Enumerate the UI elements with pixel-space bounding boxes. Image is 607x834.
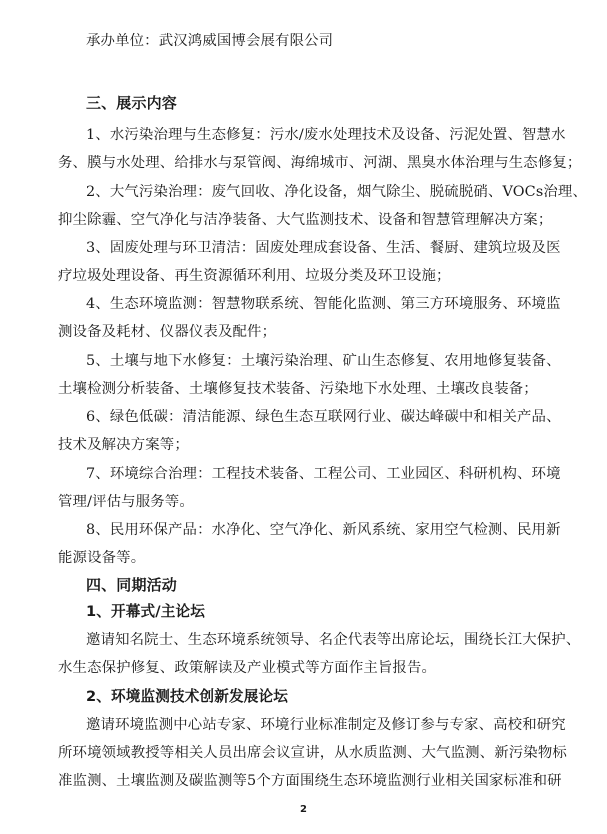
sub2-line2: 所环境领域教授等相关人员出席会议宣讲，从水质监测、大气监测、新污染物标 [58,745,567,761]
item1-line2: 务、膜与水处理、给排水与泵管阀、海绵城市、河湖、黑臭水体治理与生态修复； [58,155,582,171]
sub2-line1: 邀请环境监测中心站专家、环境行业标准制定及修订参与专家、高校和研究 [86,717,566,733]
section3-heading: 三、展示内容 [86,94,177,112]
page-number: 2 [300,804,307,815]
item3-line1: 3、固废处理与环卫清洁：固废处理成套设备、生活、餐厨、建筑垃圾及医 [86,240,561,256]
item2-line1: 2、大气污染治理：废气回收、净化设备，烟气除尘、脱硫脱硝、VOCs治理、 [86,184,588,200]
item8-line1: 8、民用环保产品：水净化、空气净化、新风系统、家用空气检测、民用新 [86,522,561,538]
item2-line2: 抑尘除霾、空气净化与洁净装备、大气监测技术、设备和智慧管理解决方案； [58,212,553,228]
sub2-title: 2、环境监测技术创新发展论坛 [86,688,288,705]
sub1-title: 1、开幕式/主论坛 [86,603,205,620]
item6-line1: 6、绿色低碳：清洁能源、绿色生态互联网行业、碳达峰碳中和相关产品、 [86,409,561,425]
item5-line1: 5、土壤与地下水修复：土壤污染治理、矿山生态修复、农用地修复装备、 [86,353,561,369]
item3-line2: 疗垃圾处理设备、再生资源循环利用、垃圾分类及环卫设施； [58,268,451,284]
item1-line1: 1、水污染治理与生态修复：污水/废水处理技术及设备、污泥处置、智慧水 [86,127,566,143]
sub1-line1: 邀请知名院士、生态环境系统领导、名企代表等出席论坛，围绕长江大保护、 [86,632,581,648]
sub1-line2: 水生态保护修复、政策解读及产业模式等方面作主旨报告。 [58,660,437,676]
item5-line2: 土壤检测分析装备、土壤修复技术装备、污染地下水处理、土壤改良装备； [58,381,538,397]
item4-line2: 测设备及耗材、仪器仪表及配件； [58,324,277,340]
item7-line2: 管理/评估与服务等。 [58,494,194,510]
organizer-line: 承办单位：武汉鸿威国博会展有限公司 [86,33,334,49]
item7-line1: 7、环境综合治理：工程技术装备、工程公司、工业园区、科研机构、环境 [86,466,561,482]
item8-line2: 能源设备等。 [58,550,146,566]
item4-line1: 4、生态环境监测：智慧物联系统、智能化监测、第三方环境服务、环境监 [86,296,561,312]
item6-line2: 技术及解决方案等； [58,437,189,453]
sub2-line3: 准监测、土壤监测及碳监测等5个方面围绕生态环境监测行业相关国家标准和研 [58,773,562,789]
section4-heading: 四、同期活动 [86,576,177,594]
